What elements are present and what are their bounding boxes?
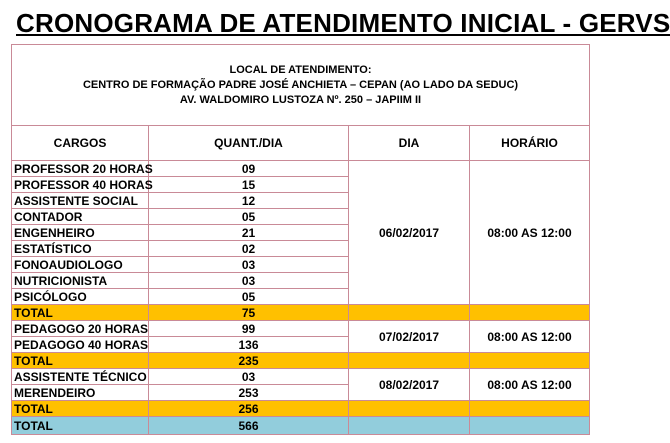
total-empty-cell	[470, 353, 590, 369]
quantity-cell: 05	[149, 209, 349, 225]
location-label: LOCAL DE ATENDIMENTO:	[229, 63, 372, 76]
quantity-cell: 99	[149, 321, 349, 337]
quantity-cell: 05	[149, 289, 349, 305]
total-label: TOTAL	[12, 353, 149, 369]
table-row	[12, 321, 590, 337]
quantity-cell: 136	[149, 337, 349, 353]
location-address: AV. WALDOMIRO LUSTOZA Nº. 250 – JAPIIM II	[179, 93, 422, 106]
total-value: 256	[149, 401, 349, 417]
total-empty-cell	[470, 401, 590, 417]
cargo-cell: FONOAUDIOLOGO	[12, 257, 149, 273]
cargo-cell: ASSISTENTE SOCIAL	[12, 193, 149, 209]
cargo-cell: ESTATÍSTICO	[12, 241, 149, 257]
quantity-cell: 03	[149, 369, 349, 385]
cargo-cell: PEDAGOGO 40 HORAS	[12, 337, 149, 353]
quantity-cell: 12	[149, 193, 349, 209]
date-cell: 07/02/2017	[349, 321, 470, 353]
header-dia: DIA	[349, 126, 470, 161]
time-cell: 08:00 AS 12:00	[470, 369, 590, 401]
cargo-cell: PROFESSOR 40 HORAS	[12, 177, 149, 193]
table-row	[12, 161, 590, 177]
table-row	[12, 369, 590, 385]
cargo-cell: NUTRICIONISTA	[12, 273, 149, 289]
total-empty-cell	[349, 305, 470, 321]
quantity-cell: 15	[149, 177, 349, 193]
cargo-cell: ASSISTENTE TÉCNICO	[12, 369, 149, 385]
quantity-cell: 09	[149, 161, 349, 177]
grand-total-empty-cell	[470, 417, 590, 435]
location-info	[12, 45, 590, 126]
total-label: TOTAL	[12, 305, 149, 321]
date-cell: 08/02/2017	[349, 369, 470, 401]
total-row	[12, 353, 590, 369]
total-value: 235	[149, 353, 349, 369]
quantity-cell: 253	[149, 385, 349, 401]
grand-total-row	[12, 417, 590, 435]
quantity-cell: 21	[149, 225, 349, 241]
total-row	[12, 401, 590, 417]
schedule-table	[11, 44, 590, 435]
total-label: TOTAL	[12, 401, 149, 417]
date-cell: 06/02/2017	[349, 161, 470, 305]
total-empty-cell	[349, 401, 470, 417]
cargo-cell: ENGENHEIRO	[12, 225, 149, 241]
quantity-cell: 02	[149, 241, 349, 257]
cargo-cell: PROFESSOR 20 HORAS	[12, 161, 149, 177]
cargo-cell: PSICÓLOGO	[12, 289, 149, 305]
total-row	[12, 305, 590, 321]
grand-total-label: TOTAL	[12, 417, 149, 435]
total-value: 75	[149, 305, 349, 321]
total-empty-cell	[349, 353, 470, 369]
quantity-cell: 03	[149, 257, 349, 273]
quantity-cell: 03	[149, 273, 349, 289]
time-cell: 08:00 AS 12:00	[470, 161, 590, 305]
total-empty-cell	[470, 305, 590, 321]
grand-total-empty-cell	[349, 417, 470, 435]
cargo-cell: CONTADOR	[12, 209, 149, 225]
table-header-row	[12, 126, 590, 161]
cargo-cell: MERENDEIRO	[12, 385, 149, 401]
time-cell: 08:00 AS 12:00	[470, 321, 590, 353]
grand-total-value: 566	[149, 417, 349, 435]
location-name: CENTRO DE FORMAÇÃO PADRE JOSÉ ANCHIETA – CEPAN (AO LADO DA SEDUC)	[82, 78, 519, 91]
header-cargos: CARGOS	[12, 126, 149, 161]
header-quant: QUANT./DIA	[149, 126, 349, 161]
header-horario: HORÁRIO	[470, 126, 590, 161]
cargo-cell: PEDAGOGO 20 HORAS	[12, 321, 149, 337]
location-row	[12, 45, 590, 126]
page-title: CRONOGRAMA DE ATENDIMENTO INICIAL - GERVS	[16, 8, 670, 38]
